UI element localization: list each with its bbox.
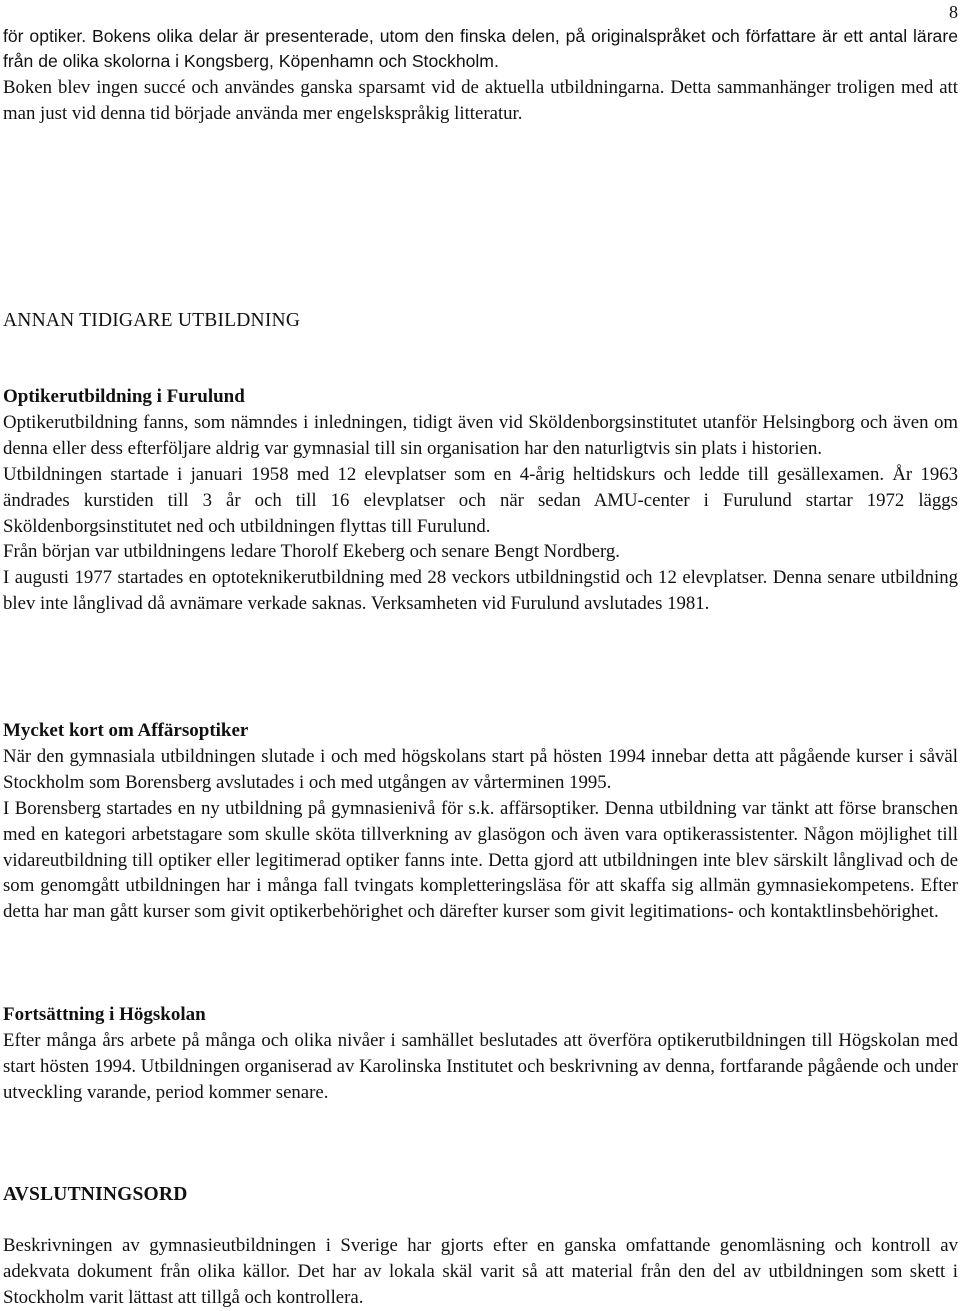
section-annan-body [3,384,958,617]
intro-paragraph-2: Boken blev ingen succé och användes ganska sparsamt vid de aktuella utbildningarna. Detta sammanhänger troligen med att man just vid denna tid började använda mer engelskspråkig litteratur. [3,77,958,124]
page-number: 8 [949,2,958,22]
subheading-hogskolan: Fortsättning i Högskolan [3,1004,206,1025]
affarsoptiker-paragraph-2: I Borensberg startades en ny utbildning på gymnasienivå för s.k. affärsoptiker. Denna utbildning var tänkt att förse branschen med en kategori arbetstagare som skulle sköta tillverkning av glasögon och även vara optikerassistenter. Någon möjlighet till vidareutbildning till optiker eller legitimerad optiker fanns inte. Detta gjord att utbildningen inte blev särskilt långlivad och de som genomgått utbildningen har i många fall tvingats kompletteringsläsa för att skaffa sig allmän gymnasiekompetens. Efter detta har man gått kurser som givit optikerbehörighet och därefter kurser som givit legitimations- och kontaktlinsbehörighet. [3,797,958,923]
furulund-paragraph-3: Från början var utbildningens ledare Thorolf Ekeberg och senare Bengt Nordberg. [3,541,620,563]
intro-paragraph-1: för optiker. Bokens olika delar är presenterade, utom den finska delen, på originalspråket och författare är ett antal lärare från de olika skolorna i Kongsberg, Köpenhamn och Stockholm. [3,26,958,72]
section-heading-avslutning: AVSLUTNINGSORD [3,1184,188,1205]
furulund-paragraph-4: I augusti 1977 startades en optoteknikerutbildning med 28 veckors utbildningstid och 12 elevplatser. Denna senare utbildning blev inte långlivad då avnämare verkade saknas. Verksamheten vid Furulund avslutades 1981. [3,567,958,615]
affarsoptiker-paragraph-1: När den gymnasiala utbildningen slutade i och med högskolans start på hösten 1994 innebar detta att pågående kurser i såväl Stockholm som Borensberg avslutades i och med utgången av vårterminen 1995. [3,745,958,793]
avslutning-paragraph-1: Beskrivningen av gymnasieutbildningen i Sverige har gjorts efter en ganska omfattande genomläsning och kontroll av adekvata dokument från olika källor. Det har av lokala skäl varit så att material från den del av utbildningen som skett i Stockholm varit lättast att tillgå och kontrollera. [3,1235,958,1308]
intro-block-2 [3,75,958,127]
section-heading-annan: ANNAN TIDIGARE UTBILDNING [3,310,301,331]
section-avslutning-body [3,1233,958,1311]
section-affarsoptiker [3,718,958,925]
subheading-affarsoptiker: Mycket kort om Affärsoptiker [3,720,249,741]
section-hogskolan [3,1002,958,1106]
subheading-furulund: Optikerutbildning i Furulund [3,386,245,407]
furulund-paragraph-2: Utbildningen startade i januari 1958 med 12 elevplatser som en 4-årig heltidskurs och ledde till gesällexamen. År 1963 ändrades kurstiden till 3 år och till 16 elevplatser och när sedan AMU-center i Furulund startar 1972 läggs Sköldenborgsinstitutet ned och utbildningen flyttas till Furulund. [3,463,958,537]
section-annan [3,308,958,334]
section-avslutning [3,1182,958,1208]
furulund-paragraph-1: Optikerutbildning fanns, som nämndes i inledningen, tidigt även vid Sköldenborgsinstitutet utanför Helsingborg och även om denna eller dess efterföljare aldrig var gymnasial till sin organisation har den naturligtvis sin plats i historien. [3,411,958,459]
hogskolan-paragraph-1: Efter många års arbete på många och olika nivåer i samhället beslutades att överföra optikerutbildningen till Högskolan med start hösten 1994. Utbildningen organiserad av Karolinska Institutet och beskrivning av denna, fortfarande pågående och under utveckling varande, period kommer senare. [3,1029,958,1103]
intro-block [3,24,958,75]
